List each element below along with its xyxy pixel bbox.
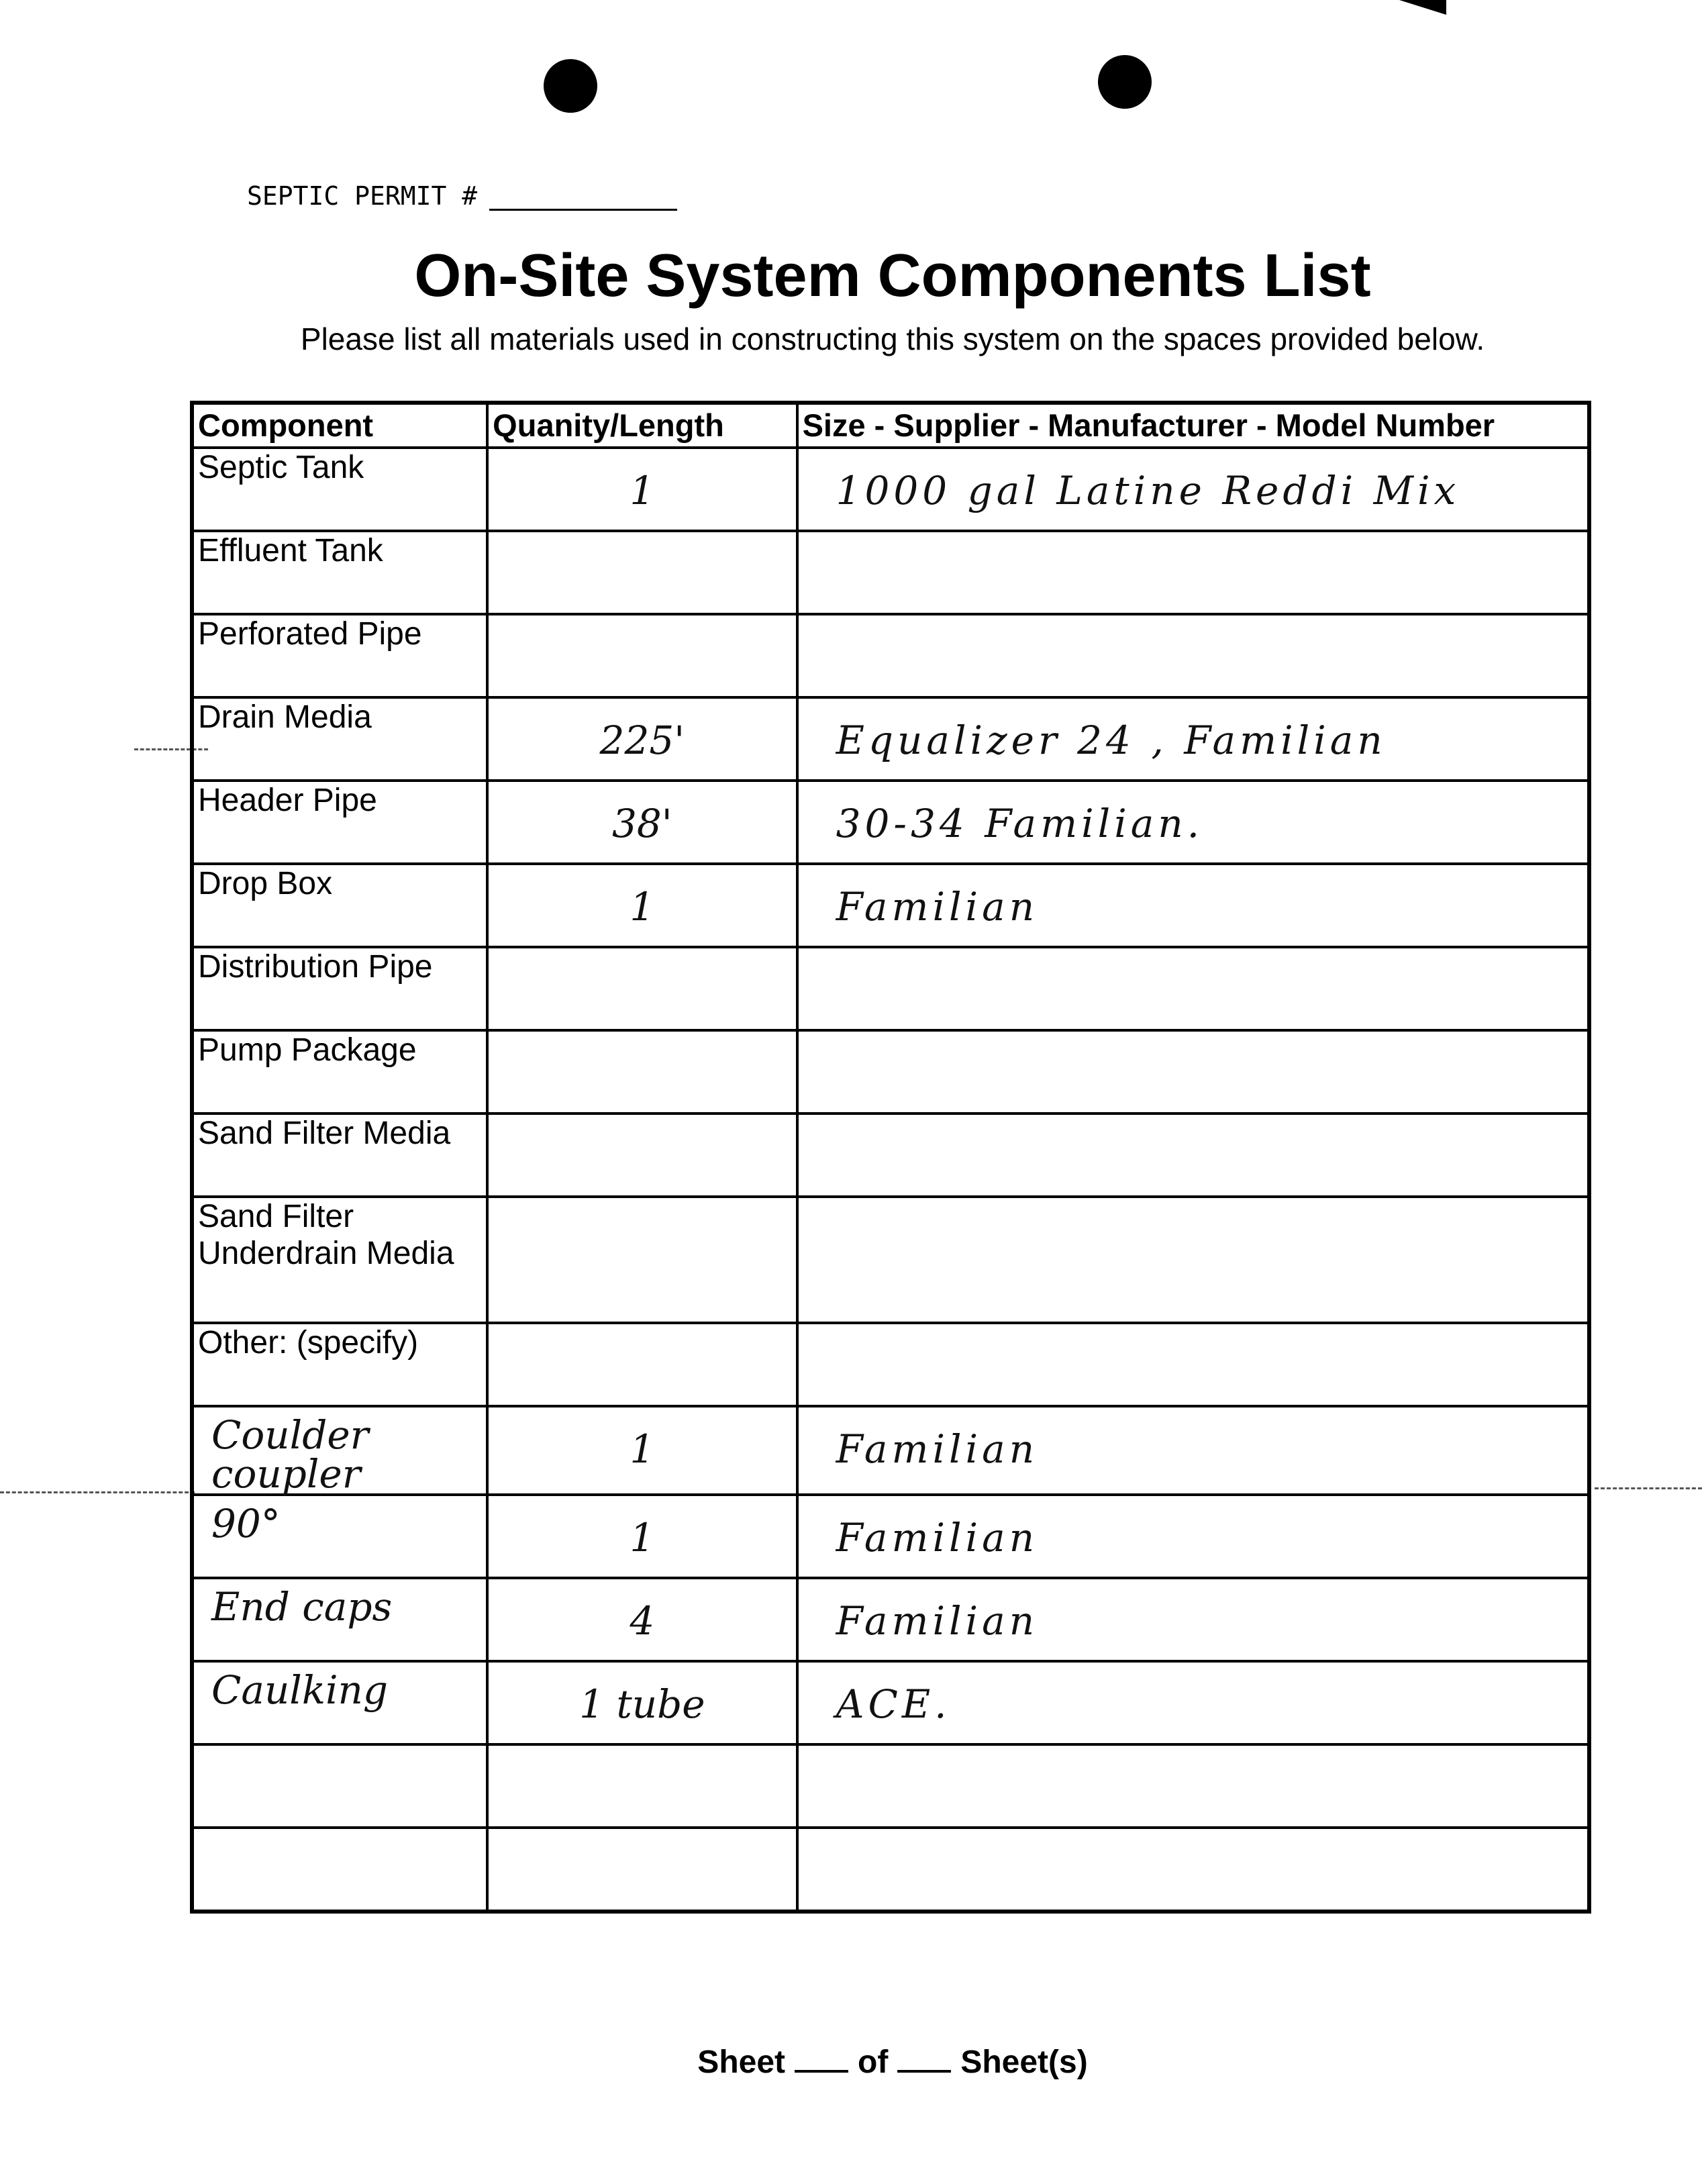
sheet-label: Sheet: [697, 2044, 786, 2080]
quantity-value: 1: [630, 468, 655, 513]
quantity-value: 1 tube: [579, 1681, 705, 1727]
septic-permit-blank: [489, 186, 677, 211]
quantity-cell: [487, 1661, 797, 1744]
quantity-value: [493, 1115, 791, 1134]
table-row: [192, 1030, 1589, 1113]
table-row: [192, 697, 1589, 781]
table-row: [192, 947, 1589, 1030]
component-cell: [192, 1661, 487, 1744]
table-row: [192, 614, 1589, 697]
quantity-value: [493, 1324, 791, 1343]
component-cell: Distribution Pipe: [192, 947, 487, 1030]
detail-value: Familian: [836, 884, 1039, 930]
sheet-total-blank: [897, 2043, 951, 2073]
quantity-value: [493, 1198, 791, 1217]
component-cell: Sand Filter Media: [192, 1113, 487, 1197]
table-row: [192, 1406, 1589, 1495]
detail-cell: [797, 1113, 1589, 1197]
table-row: [192, 531, 1589, 614]
quantity-value: 225': [599, 717, 685, 763]
table-row: [192, 1828, 1589, 1912]
component-cell: [192, 1744, 487, 1828]
component-cell: [192, 1495, 487, 1578]
scan-corner-mark: [1399, 0, 1446, 15]
column-header-detail: Size - Supplier - Manufacturer - Model Number: [797, 403, 1589, 448]
component-value: Caulking: [211, 1667, 389, 1713]
detail-value: [803, 1198, 1583, 1217]
page-subtitle: Please list all materials used in constructing this system on the spaces provided below.: [300, 321, 1485, 356]
table-row: [192, 864, 1589, 947]
detail-value: [803, 1324, 1583, 1343]
component-value: Coulder coupler: [211, 1412, 369, 1497]
quantity-value: [493, 948, 791, 967]
quantity-value: [493, 1829, 791, 1848]
component-cell: Header Pipe: [192, 781, 487, 864]
detail-cell: [797, 614, 1589, 697]
quantity-cell: [487, 1578, 797, 1661]
detail-cell: [797, 1406, 1589, 1495]
detail-cell: [797, 697, 1589, 781]
component-value: 90°: [211, 1501, 281, 1546]
quantity-value: 4: [630, 1598, 655, 1644]
detail-cell: [797, 1828, 1589, 1912]
table-row: [192, 781, 1589, 864]
detail-value: [803, 948, 1583, 967]
table-row: [192, 1495, 1589, 1578]
punch-hole-right: [1098, 55, 1152, 109]
sheets-label: Sheet(s): [960, 2044, 1088, 2080]
quantity-cell: [487, 1113, 797, 1197]
detail-cell: [797, 947, 1589, 1030]
quantity-cell: [487, 697, 797, 781]
sheet-footer: [0, 2043, 1708, 2081]
component-cell: Septic Tank: [192, 448, 487, 531]
quantity-cell: [487, 1323, 797, 1406]
component-cell: [192, 1828, 487, 1912]
quantity-cell: [487, 1406, 797, 1495]
detail-cell: [797, 864, 1589, 947]
detail-cell: [797, 1661, 1589, 1744]
component-cell: [192, 1406, 487, 1495]
table-header-row: [192, 403, 1589, 448]
detail-cell: [797, 781, 1589, 864]
detail-value: [803, 1746, 1583, 1765]
table-row: [192, 1197, 1589, 1323]
table-row: [192, 1113, 1589, 1197]
detail-cell: [797, 1030, 1589, 1113]
quantity-value: 1: [630, 1515, 655, 1561]
detail-cell: [797, 1197, 1589, 1323]
detail-cell: [797, 1744, 1589, 1828]
quantity-cell: [487, 1495, 797, 1578]
component-value: [198, 1829, 482, 1837]
column-header-quantity: Quanity/Length: [487, 403, 797, 448]
detail-value: [803, 615, 1583, 634]
detail-value: [803, 1032, 1583, 1050]
detail-value: ACE.: [836, 1681, 951, 1727]
scan-dash-line: [0, 1491, 195, 1493]
detail-value: Familian: [836, 1515, 1039, 1561]
component-cell: Effluent Tank: [192, 531, 487, 614]
detail-value: [803, 1115, 1583, 1134]
component-value: End caps: [211, 1584, 393, 1630]
quantity-value: 38': [612, 801, 672, 846]
detail-cell: [797, 1495, 1589, 1578]
quantity-value: [493, 615, 791, 634]
detail-cell: [797, 1323, 1589, 1406]
punch-hole-left: [544, 59, 597, 113]
column-header-component: Component: [192, 403, 487, 448]
component-cell: Pump Package: [192, 1030, 487, 1113]
detail-value: 30-34 Familian.: [836, 801, 1204, 846]
quantity-value: [493, 1032, 791, 1050]
quantity-cell: [487, 614, 797, 697]
quantity-value: [493, 532, 791, 551]
table-row: [192, 1323, 1589, 1406]
sheet-number-blank: [795, 2043, 848, 2073]
detail-cell: [797, 448, 1589, 531]
component-cell: Drop Box: [192, 864, 487, 947]
component-cell: Other: (specify): [192, 1323, 487, 1406]
septic-permit-line: [247, 181, 677, 211]
component-value: [198, 1746, 482, 1754]
detail-value: Familian: [836, 1426, 1039, 1472]
detail-value: Familian: [836, 1598, 1039, 1644]
quantity-cell: [487, 781, 797, 864]
table-row: [192, 1744, 1589, 1828]
quantity-value: [493, 1746, 791, 1765]
detail-value: Equalizer 24 , Familian: [836, 717, 1387, 763]
quantity-cell: [487, 1744, 797, 1828]
component-cell: [192, 1578, 487, 1661]
components-table: [190, 401, 1591, 1914]
quantity-cell: [487, 947, 797, 1030]
component-cell: Drain Media: [192, 697, 487, 781]
component-cell: Sand Filter Underdrain Media: [192, 1197, 487, 1323]
quantity-cell: [487, 1828, 797, 1912]
quantity-cell: [487, 448, 797, 531]
page-title: On-Site System Components List: [414, 242, 1371, 309]
detail-cell: [797, 1578, 1589, 1661]
table-row: [192, 448, 1589, 531]
quantity-cell: [487, 1030, 797, 1113]
scan-dash-line: [1595, 1487, 1702, 1489]
detail-value: [803, 1829, 1583, 1848]
detail-value: [803, 532, 1583, 551]
septic-permit-label: SEPTIC PERMIT #: [247, 181, 478, 211]
quantity-value: 1: [630, 884, 655, 930]
quantity-value: 1: [630, 1426, 655, 1472]
detail-cell: [797, 531, 1589, 614]
of-label: of: [858, 2044, 889, 2080]
table-row: [192, 1661, 1589, 1744]
component-cell: Perforated Pipe: [192, 614, 487, 697]
quantity-cell: [487, 1197, 797, 1323]
quantity-cell: [487, 864, 797, 947]
detail-value: 1000 gal Latine Reddi Mix: [836, 468, 1460, 513]
table-row: [192, 1578, 1589, 1661]
quantity-cell: [487, 531, 797, 614]
